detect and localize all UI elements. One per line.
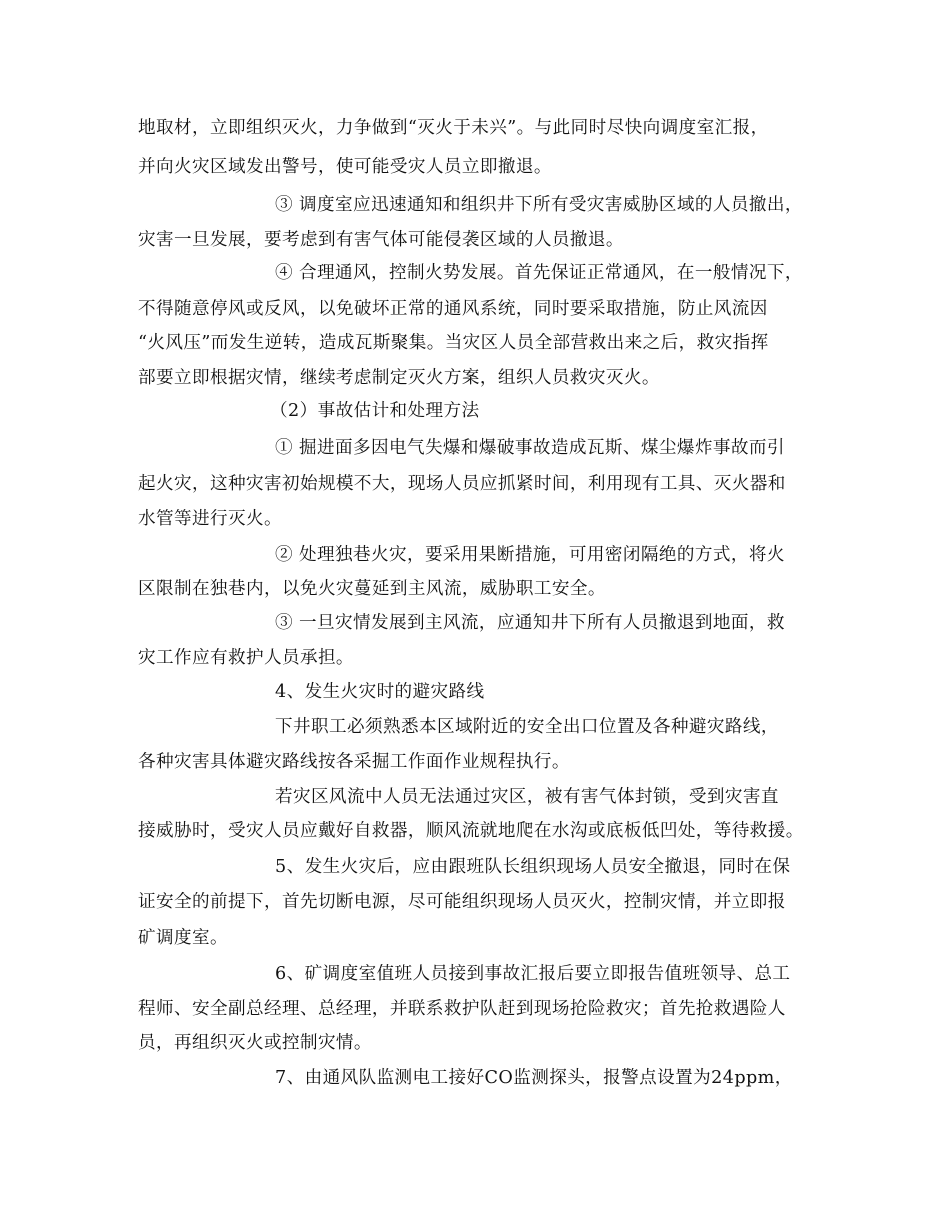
text-line: 并向火灾区域发出警号，使可能受灾人员立即撤退。: [138, 157, 552, 177]
section-heading: （2）事故估计和处理方法: [270, 401, 480, 421]
section-heading: 4、发生火灾时的避灾路线: [275, 682, 485, 702]
text-line: 灾工作应有救护人员承担。: [138, 648, 354, 668]
text-line: 员，再组织灭火或控制灾情。: [138, 1033, 372, 1053]
text-line: 地取材，立即组织灭火，力争做到“灭火于未兴”。与此同时尽快向调度室汇报，: [138, 118, 769, 138]
text-line: ③ 调度室应迅速通知和组织井下所有受灾害威胁区域的人员撤出，: [275, 195, 803, 215]
text-line: 各种灾害具体避灾路线按各采掘工作面作业规程执行。: [138, 752, 570, 772]
text-line: 6、矿调度室值班人员接到事故汇报后要立即报告值班领导、总工: [275, 964, 791, 984]
text-line: 部要立即根据灾情，继续考虑制定灭火方案，组织人员救灾灭火。: [138, 368, 660, 388]
text-line: 起火灾，这种灾害初始规模不大，现场人员应抓紧时间，利用现有工具、灭火器和: [138, 474, 786, 494]
text-line: 区限制在独巷内，以免火灾蔓延到主风流，威胁职工安全。: [138, 579, 606, 599]
text-line: 程师、安全副总经理、总经理，并联系救护队赶到现场抢险救灾；首先抢救遇险人: [138, 999, 786, 1019]
text-line: 灾害一旦发展，要考虑到有害气体可能侵袭区域的人员撤退。: [138, 230, 624, 250]
text-line: 下井职工必须熟悉本区域附近的安全出口位置及各种避灾路线，: [275, 717, 779, 737]
text-line: 水管等进行灭火。: [138, 509, 282, 529]
text-line: 若灾区风流中人员无法通过灾区，被有害气体封锁，受到灾害直: [275, 787, 779, 807]
text-line: 矿调度室。: [138, 928, 228, 948]
text-line: 5、发生火灾后，应由跟班队长组织现场人员安全撤退，同时在保: [275, 857, 791, 877]
text-line: “火风压”而发生逆转，造成瓦斯聚集。当灾区人员全部营救出来之后，救灾指挥: [138, 333, 769, 353]
text-line: 7、由通风队监测电工接好CO监测探头，报警点设置为24ppm，: [275, 1068, 793, 1088]
text-line: ① 掘进面多因电气失爆和爆破事故造成瓦斯、煤尘爆炸事故而引: [275, 438, 785, 458]
text-line: 接威胁时，受灾人员应戴好自救器，顺风流就地爬在水沟或底板低凹处，等待救援。: [138, 821, 804, 841]
text-line: ④ 合理通风，控制火势发展。首先保证正常通风，在一般情况下，: [275, 263, 803, 283]
text-line: 不得随意停风或反风，以免破坏正常的通风系统，同时要采取措施，防止风流因: [138, 299, 768, 319]
text-line: 证安全的前提下，首先切断电源，尽可能组织现场人员灭火，控制灾情，并立即报: [138, 892, 786, 912]
text-line: ② 处理独巷火灾，要采用果断措施，可用密闭隔绝的方式，将火: [275, 545, 785, 565]
text-line: ③ 一旦灾情发展到主风流，应通知井下所有人员撤退到地面，救: [275, 613, 785, 633]
